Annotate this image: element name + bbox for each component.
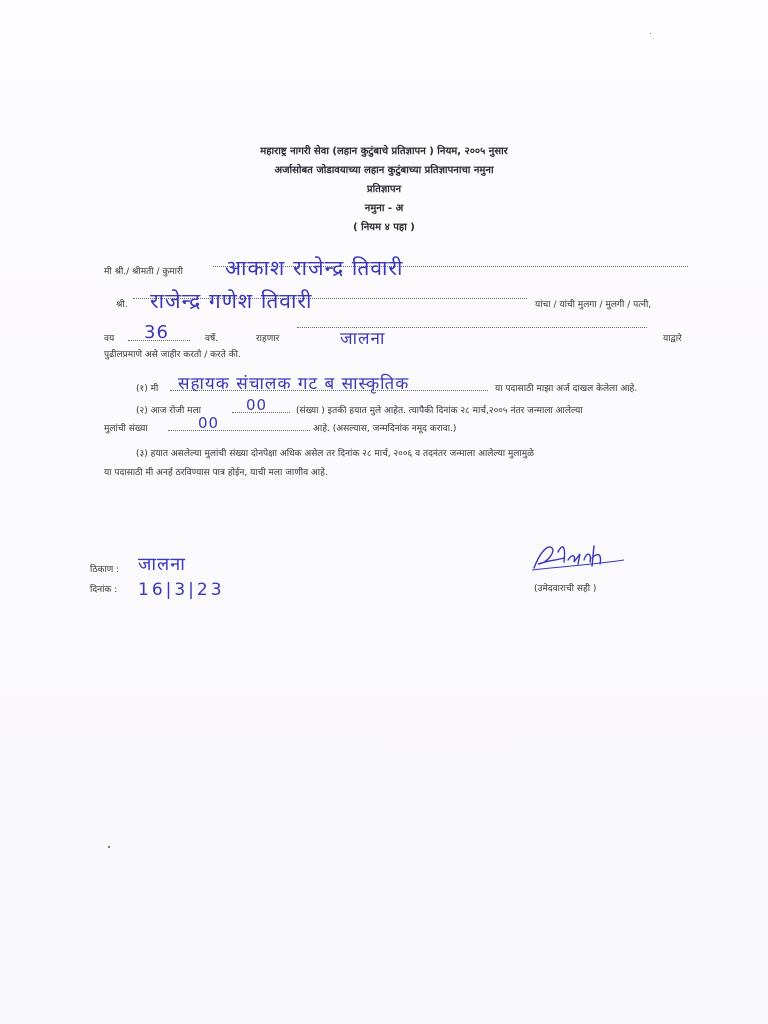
via-label: याद्वारे [663,334,682,344]
clause2-prefix: (२) आज रोजी मला [136,406,201,416]
candidate-signature [528,538,628,578]
declaration-line: पुढीलप्रमाणे असे जाहीर करतो / करते की. [104,350,241,360]
clause3-line1: (३) हयात असलेल्या मुलांची संख्या दोनपेक्षा अधिक असेल तर दिनांक २८ मार्च, २००६ व तदनंतर जन्माला आलेल्या मुलामुळे [136,449,534,459]
years-label: वर्षे. [205,334,219,344]
date-label: दिनांक : [90,585,118,595]
clause1-prefix: (१) मी [136,384,159,394]
header-rules-line: महाराष्ट्र नागरी सेवा (लहान कुटुंबाचे प्रतिज्ञापन ) नियम, २००५ नुसार [260,146,508,157]
header-affidavit: प्रतिज्ञापन [366,184,402,195]
clause3-line2: या पदासाठी मी अनर्ह ठरविण्यास पात्र होईन, याची मला जाणीव आहे. [104,468,328,478]
paper-speck [108,846,110,848]
clause1-suffix: या पदासाठी माझा अर्ज दाखल केलेला आहे. [495,384,638,394]
header-form-title: अर्जासोबत जोडावयाच्या लहान कुटुंबाच्या प्रतिज्ञापनाचा नमुना [274,165,494,176]
age-value: 36 [144,322,169,343]
clause2-suffix: (संख्या ) इतकी हयात मुले आहेत. त्यापैकी दिनांक २८ मार्च,२००५ नंतर जन्माला आलेल्या [296,406,583,416]
clause2-line2-prefix: मुलांची संख्या [104,424,148,434]
residence-value: जालना [340,329,386,349]
header-form-number: नमुना - अ [364,203,404,214]
father-name: राजेन्द्र गणेश तिवारी [150,289,313,313]
clause2-line2-suffix: आहे. (असल्यास, जन्मदिनांक नमूद करावा.) [313,424,457,434]
date-value: 16|3|23 [138,580,225,600]
age-label: वय [104,334,115,344]
clause1-post: सहायक संचालक गट ब सास्कृतिक [178,374,410,394]
born-after-count-line [168,430,310,431]
declarant-prefix: मी श्री./ श्रीमती / कुमारी [104,267,183,277]
relation-options: यांचा / यांची मुलगा / मुलगी / पत्नी, [535,300,652,310]
father-prefix: श्री. [116,300,128,310]
place-value: जालना [138,554,186,575]
children-count: 00 [246,396,268,414]
born-after-count: 00 [198,414,220,432]
header-rule-reference: ( नियम ४ पहा ) [353,222,415,233]
place-label: ठिकाण : [90,565,120,575]
paper-speck [650,33,651,34]
signature-caption: (उमेदवाराची सही ) [534,584,597,594]
residence-label: राहणार [256,334,280,344]
declarant-name: आकाश राजेन्द्र तिवारी [225,256,404,280]
